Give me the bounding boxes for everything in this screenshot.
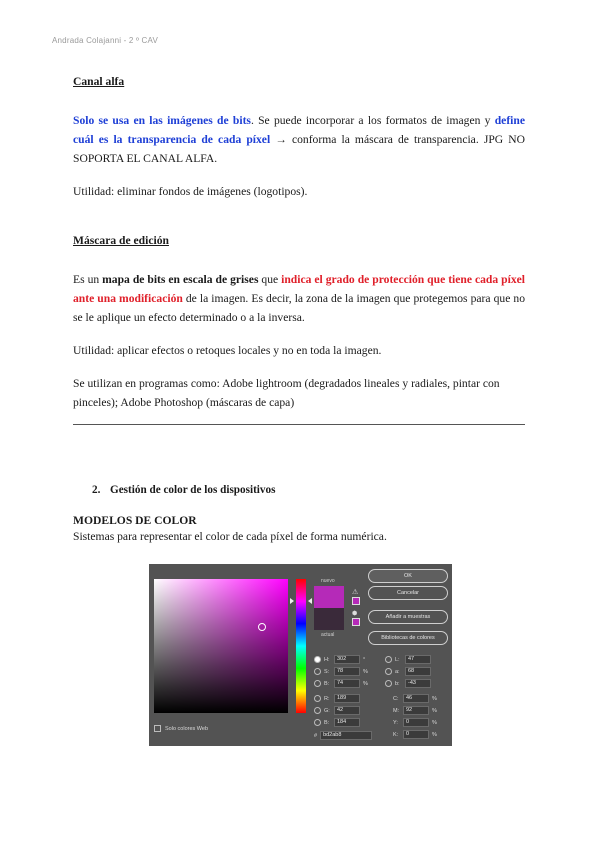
horizontal-divider <box>73 424 525 425</box>
r-field-row: R: 189 <box>314 694 360 704</box>
text-segment: → conforma la máscara de transparencia. JPG NO SOPORTA EL CANAL ALFA. <box>73 133 525 165</box>
section-heading-2 <box>92 484 275 496</box>
paragraph-mascara <box>73 270 525 327</box>
heading-mascara-edicion: Máscara de edición <box>73 234 169 247</box>
highlight-blue-2: define cuál es la transparencia de cada píxel <box>73 114 525 146</box>
lab-b-input[interactable]: -43 <box>405 679 431 688</box>
s-field-row: S: 78 % <box>314 667 371 677</box>
y-field-row: Y: 0 % <box>393 719 437 726</box>
color-marker-icon[interactable] <box>258 623 266 631</box>
color-libraries-button[interactable]: Bibliotecas de colores <box>368 631 448 645</box>
highlight-blue-1: Solo se usa en las imágenes de bits <box>73 114 251 127</box>
document-body <box>73 72 525 412</box>
l-radio[interactable] <box>385 656 392 663</box>
c-field-row: C: 46 % <box>393 695 437 702</box>
a-input[interactable]: 68 <box>405 667 431 676</box>
s-input[interactable]: 78 <box>334 667 360 676</box>
web-cube-icon[interactable]: ⬢ <box>352 611 358 617</box>
y-input[interactable]: 0 <box>403 718 429 727</box>
bv-field-row: B: 184 <box>314 718 360 728</box>
r-input[interactable]: 189 <box>334 694 360 703</box>
g-radio[interactable] <box>314 707 321 714</box>
web-only-label: Solo colores Web <box>165 725 209 732</box>
bv-radio[interactable] <box>314 719 321 726</box>
lab-b-radio[interactable] <box>385 680 392 687</box>
highlight-red: indica el grado de protección que tiene cada píxel ante una modificación <box>73 273 525 305</box>
bv-input[interactable]: 184 <box>334 718 360 727</box>
color-picker-screenshot <box>149 564 452 746</box>
c-input[interactable]: 46 <box>403 694 429 703</box>
hash-icon: # <box>314 732 318 739</box>
b-radio[interactable] <box>314 680 321 687</box>
hue-arrow-left-icon[interactable] <box>290 598 294 604</box>
section-title: Gestión de color de los dispositivos <box>110 484 276 496</box>
b-input[interactable]: 74 <box>334 679 360 688</box>
heading-canal-alfa: Canal alfa <box>73 75 125 88</box>
hue-arrow-right-icon[interactable] <box>308 598 312 604</box>
text-segment: de la imagen. Es decir, la zona de la imagen que protegemos para que no se le aplique un efecto determinado o a la inversa. <box>73 292 525 324</box>
h-field-row: H: 302 ° <box>314 655 371 665</box>
hue-slider[interactable] <box>296 579 306 713</box>
text-segment: que <box>258 273 282 286</box>
hex-field-row <box>314 731 372 740</box>
r-radio[interactable] <box>314 695 321 702</box>
gamut-warning-icon[interactable]: ⚠ <box>352 589 359 596</box>
current-color-swatch[interactable] <box>314 608 344 630</box>
hex-input[interactable]: bd2ab8 <box>320 731 372 740</box>
g-input[interactable]: 42 <box>334 706 360 715</box>
g-field-row: G: 42 <box>314 706 360 716</box>
new-color-label: nuevo <box>321 578 335 584</box>
web-only-checkbox-row <box>154 725 208 732</box>
page-header-author: Andrada Colajanni - 2 º CAV <box>52 36 159 45</box>
current-color-label: actual <box>321 632 335 638</box>
add-swatches-button[interactable]: Añadir a muestras <box>368 610 448 624</box>
color-models-block <box>73 513 387 545</box>
new-color-swatch <box>314 586 344 608</box>
k-field-row: K: 0 % <box>393 731 437 738</box>
saturation-brightness-field[interactable] <box>154 579 288 713</box>
ok-button[interactable]: OK <box>368 569 448 583</box>
s-radio[interactable] <box>314 668 321 675</box>
h-radio[interactable] <box>314 656 321 663</box>
m-input[interactable]: 92 <box>403 706 429 715</box>
l-input[interactable]: 47 <box>405 655 431 664</box>
b-field-row: B: 74 % <box>314 679 371 689</box>
gamut-swatch[interactable] <box>352 597 360 605</box>
k-input[interactable]: 0 <box>403 730 429 739</box>
heading-color-models: MODELOS DE COLOR <box>73 514 197 527</box>
web-swatch[interactable] <box>352 618 360 626</box>
text-segment: . Se puede incorporar a los formatos de imagen y <box>250 114 495 127</box>
text-segment: Es un <box>73 273 103 286</box>
h-input[interactable]: 302 <box>334 655 360 664</box>
l-field-row: L: 47 <box>385 655 431 665</box>
lab-b-field-row: b: -43 <box>385 679 431 689</box>
paragraph-canal-alfa <box>73 111 525 168</box>
section-number: 2. <box>92 484 101 496</box>
utility-mascara: Utilidad: aplicar efectos o retoques locales y no en toda la imagen. <box>73 344 382 357</box>
color-models-text: Sistemas para representar el color de cada píxel de forma numérica. <box>73 530 387 543</box>
m-field-row: M: 92 % <box>393 707 437 714</box>
a-radio[interactable] <box>385 668 392 675</box>
highlight-bold: mapa de bits en escala de grises <box>102 273 259 286</box>
programs-mascara: Se utilizan en programas como: Adobe lightroom (degradados lineales y radiales, pintar con pinceles); Adobe Photoshop (máscaras de capa) <box>73 377 500 409</box>
utility-canal-alfa: Utilidad: eliminar fondos de imágenes (logotipos). <box>73 185 308 198</box>
cancel-button[interactable]: Cancelar <box>368 586 448 600</box>
web-only-checkbox[interactable] <box>154 725 161 732</box>
a-field-row: a: 68 <box>385 667 431 677</box>
